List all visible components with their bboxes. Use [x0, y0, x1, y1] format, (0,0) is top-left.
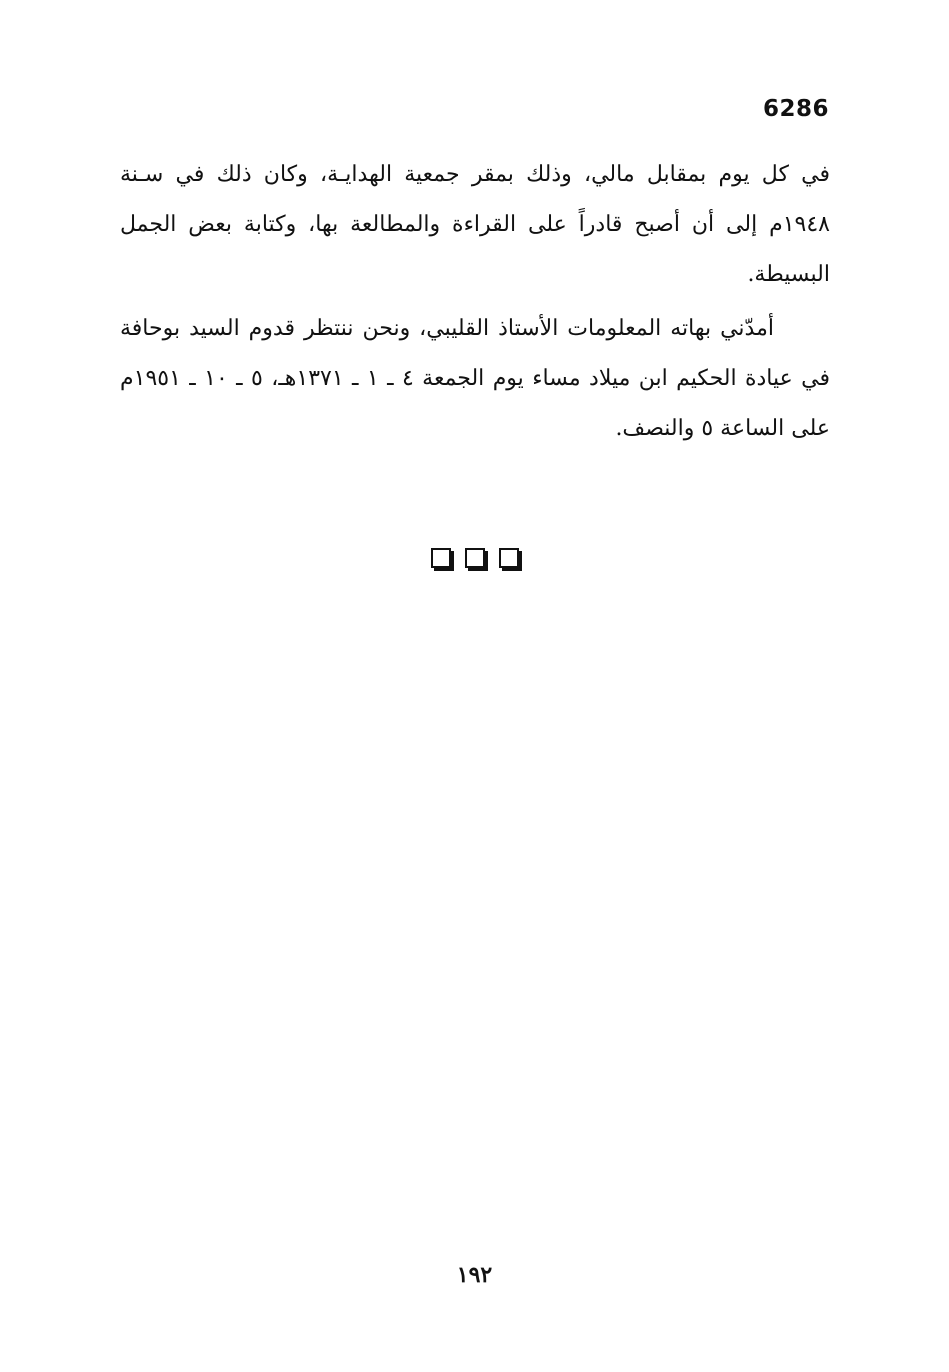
square-ornament-icon [499, 548, 519, 568]
page-id: 6286 [762, 96, 829, 122]
page-number: ١٩٢ [456, 1262, 493, 1288]
body-text [120, 150, 830, 458]
paragraph: أمدّني بهاته المعلومات الأستاذ القليبي، ونحن ننتظر قدوم السيد بوحافة في عيادة الحكيم ابن ميلاد مساء يوم الجمعة ٤ ـ ١ ـ ١٣٧١هـ، ٥ ـ ١٠ ـ ١٩٥١م على الساعة ٥ والنصف. [120, 316, 831, 441]
square-ornament-icon [431, 548, 451, 568]
section-separator [0, 548, 949, 568]
paragraph: في كل يوم بمقابل مالي، وذلك بمقر جمعية الهدايـة، وكان ذلك في سـنة ١٩٤٨م إلى أن أصبح قادراً على القراءة والمطالعة بها، وكتابة بعض الجمل البسيطة. [120, 162, 830, 287]
square-ornament-icon [465, 548, 485, 568]
